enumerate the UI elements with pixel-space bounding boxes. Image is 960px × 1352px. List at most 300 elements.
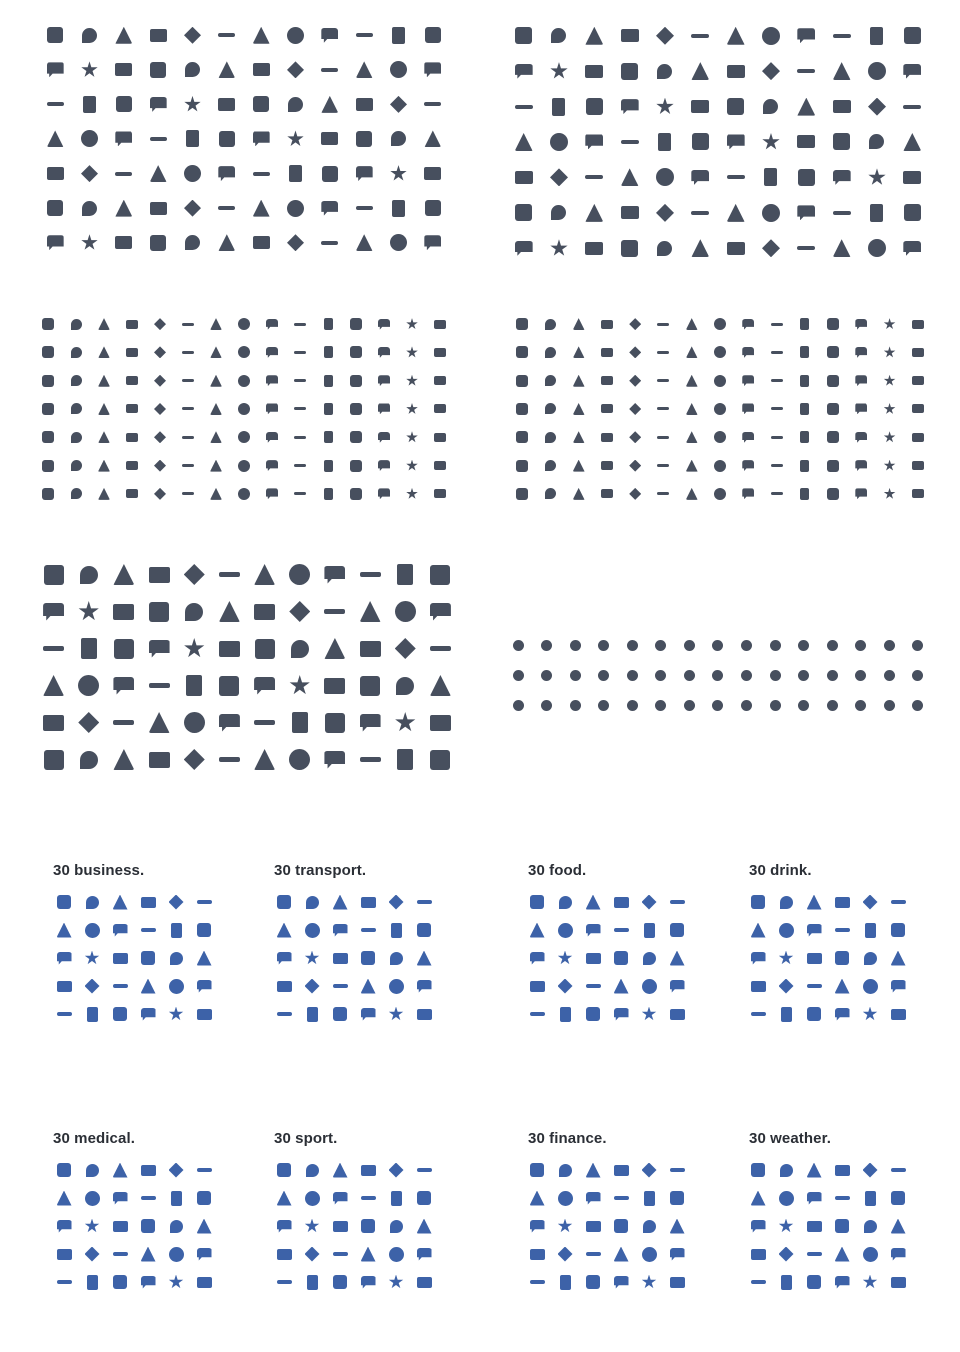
- ui-glyphs-small-b-icon: [847, 367, 875, 395]
- ui-commerce-icon: [577, 195, 612, 230]
- ui-basic-icon: [141, 122, 175, 157]
- food-icon: [663, 1000, 691, 1028]
- transport-icon: [410, 1000, 438, 1028]
- ui-glyphs-small-a-icon: [370, 480, 398, 508]
- brands-large-icon: [71, 667, 106, 704]
- ui-glyphs-small-a-icon: [398, 367, 426, 395]
- ui-basic-icon: [347, 87, 381, 122]
- ui-basic-icon: [107, 122, 141, 157]
- finance-icon: [579, 1156, 607, 1184]
- category-label-sport: 30 sport.: [274, 1130, 338, 1147]
- food-icon: [523, 888, 551, 916]
- ui-glyphs-small-a-icon: [230, 480, 258, 508]
- ui-glyphs-small-b-icon: [621, 310, 649, 338]
- ui-basic-icon: [175, 122, 209, 157]
- finance-icon: [663, 1268, 691, 1296]
- ui-commerce-icon: [895, 89, 930, 124]
- ui-glyphs-small-a-icon: [202, 451, 230, 479]
- ui-commerce-icon: [824, 231, 859, 266]
- ui-basic-icon: [347, 191, 381, 226]
- ui-glyphs-small-b-icon: [875, 451, 903, 479]
- ui-basic-icon: [244, 18, 278, 53]
- social-circles-icon: [675, 660, 704, 690]
- drink-icon: [772, 888, 800, 916]
- ui-glyphs-small-b-icon: [875, 310, 903, 338]
- ui-glyphs-small-a-icon: [90, 480, 118, 508]
- social-circles-icon: [789, 660, 818, 690]
- ui-basic-icon: [72, 122, 106, 157]
- ui-glyphs-small-a-icon: [174, 480, 202, 508]
- social-circles-icon: [818, 630, 847, 660]
- drink-icon: [828, 944, 856, 972]
- ui-commerce-icon: [824, 18, 859, 53]
- icon-grid-ui-commerce: [506, 18, 930, 266]
- brands-large-icon: [423, 741, 458, 778]
- brands-large-icon: [71, 741, 106, 778]
- ui-basic-icon: [38, 53, 72, 88]
- ui-glyphs-small-b-icon: [875, 395, 903, 423]
- ui-glyphs-small-a-icon: [146, 310, 174, 338]
- ui-glyphs-small-b-icon: [847, 423, 875, 451]
- food-icon: [635, 888, 663, 916]
- ui-glyphs-small-b-icon: [819, 338, 847, 366]
- social-circles-icon: [590, 630, 619, 660]
- ui-commerce-icon: [859, 18, 894, 53]
- finance-icon: [523, 1212, 551, 1240]
- ui-commerce-icon: [824, 195, 859, 230]
- ui-basic-icon: [107, 225, 141, 260]
- weather-icon: [828, 1240, 856, 1268]
- finance-icon: [579, 1184, 607, 1212]
- ui-commerce-icon: [753, 53, 788, 88]
- ui-glyphs-small-b-icon: [649, 395, 677, 423]
- finance-icon: [607, 1212, 635, 1240]
- ui-glyphs-small-a-icon: [426, 480, 454, 508]
- medical-icon: [134, 1184, 162, 1212]
- sport-icon: [298, 1184, 326, 1212]
- brands-large-icon: [142, 556, 177, 593]
- ui-glyphs-small-b-icon: [706, 310, 734, 338]
- ui-commerce-icon: [753, 124, 788, 159]
- ui-glyphs-small-b-icon: [875, 367, 903, 395]
- ui-basic-icon: [278, 191, 312, 226]
- medical-icon: [106, 1240, 134, 1268]
- brands-large-icon: [106, 667, 141, 704]
- ui-glyphs-small-b-icon: [536, 451, 564, 479]
- social-circles-icon: [561, 660, 590, 690]
- ui-glyphs-small-b-icon: [706, 451, 734, 479]
- brands-large-icon: [282, 741, 317, 778]
- medical-icon: [50, 1268, 78, 1296]
- ui-commerce-icon: [647, 53, 682, 88]
- medical-icon: [190, 1212, 218, 1240]
- ui-glyphs-small-b-icon: [649, 451, 677, 479]
- sport-icon: [382, 1268, 410, 1296]
- ui-commerce-icon: [541, 231, 576, 266]
- ui-glyphs-small-a-icon: [426, 338, 454, 366]
- brands-large-icon: [388, 667, 423, 704]
- transport-icon: [354, 972, 382, 1000]
- ui-commerce-icon: [859, 195, 894, 230]
- medical-icon: [106, 1268, 134, 1296]
- ui-glyphs-small-b-icon: [536, 395, 564, 423]
- sport-icon: [270, 1268, 298, 1296]
- social-circles-icon: [846, 660, 875, 690]
- ui-basic-icon: [38, 18, 72, 53]
- business-icon: [50, 916, 78, 944]
- medical-icon: [134, 1156, 162, 1184]
- ui-glyphs-small-b-icon: [734, 310, 762, 338]
- ui-basic-icon: [210, 191, 244, 226]
- ui-basic-icon: [416, 122, 450, 157]
- ui-glyphs-small-b-icon: [847, 451, 875, 479]
- ui-basic-icon: [175, 156, 209, 191]
- brands-large-icon: [423, 704, 458, 741]
- weather-icon: [856, 1156, 884, 1184]
- drink-icon: [744, 888, 772, 916]
- ui-glyphs-small-b-icon: [904, 451, 932, 479]
- transport-icon: [298, 972, 326, 1000]
- ui-glyphs-small-b-icon: [819, 395, 847, 423]
- food-icon: [523, 944, 551, 972]
- business-icon: [106, 916, 134, 944]
- finance-icon: [607, 1268, 635, 1296]
- ui-glyphs-small-a-icon: [118, 451, 146, 479]
- ui-basic-icon: [210, 225, 244, 260]
- ui-glyphs-small-a-icon: [370, 451, 398, 479]
- ui-glyphs-small-b-icon: [875, 480, 903, 508]
- sport-icon: [326, 1240, 354, 1268]
- business-icon: [78, 1000, 106, 1028]
- ui-commerce-icon: [718, 124, 753, 159]
- ui-basic-icon: [381, 53, 415, 88]
- brands-large-icon: [71, 556, 106, 593]
- finance-icon: [523, 1156, 551, 1184]
- transport-icon: [326, 944, 354, 972]
- ui-glyphs-small-b-icon: [565, 310, 593, 338]
- ui-basic-icon: [244, 53, 278, 88]
- ui-commerce-icon: [789, 160, 824, 195]
- ui-commerce-icon: [789, 231, 824, 266]
- social-circles-icon: [533, 660, 562, 690]
- ui-basic-icon: [278, 53, 312, 88]
- brands-large-icon: [71, 630, 106, 667]
- sport-icon: [382, 1184, 410, 1212]
- medical-icon: [78, 1184, 106, 1212]
- brands-large-icon: [212, 630, 247, 667]
- ui-basic-icon: [278, 156, 312, 191]
- ui-commerce-icon: [577, 89, 612, 124]
- ui-glyphs-small-b-icon: [508, 423, 536, 451]
- ui-glyphs-small-a-icon: [146, 338, 174, 366]
- ui-commerce-icon: [895, 53, 930, 88]
- transport-icon: [298, 1000, 326, 1028]
- icon-grid-medical: [50, 1156, 218, 1296]
- icon-grid-ui-glyphs-small-a: [34, 310, 454, 508]
- social-circles-icon: [846, 690, 875, 720]
- sport-icon: [354, 1184, 382, 1212]
- ui-glyphs-small-a-icon: [426, 310, 454, 338]
- ui-glyphs-small-b-icon: [762, 367, 790, 395]
- ui-commerce-icon: [683, 231, 718, 266]
- medical-icon: [50, 1240, 78, 1268]
- ui-commerce-icon: [789, 18, 824, 53]
- social-circles-icon: [761, 690, 790, 720]
- food-icon: [607, 1000, 635, 1028]
- food-icon: [635, 972, 663, 1000]
- ui-glyphs-small-b-icon: [847, 310, 875, 338]
- weather-icon: [884, 1156, 912, 1184]
- ui-glyphs-small-a-icon: [342, 338, 370, 366]
- ui-glyphs-small-a-icon: [314, 395, 342, 423]
- ui-basic-icon: [141, 53, 175, 88]
- drink-icon: [800, 972, 828, 1000]
- ui-glyphs-small-a-icon: [286, 310, 314, 338]
- food-icon: [579, 1000, 607, 1028]
- transport-icon: [270, 1000, 298, 1028]
- medical-icon: [190, 1240, 218, 1268]
- finance-icon: [551, 1184, 579, 1212]
- medical-icon: [190, 1268, 218, 1296]
- brands-large-icon: [106, 630, 141, 667]
- ui-basic-icon: [347, 18, 381, 53]
- business-icon: [78, 944, 106, 972]
- ui-glyphs-small-b-icon: [678, 451, 706, 479]
- brands-large-icon: [282, 556, 317, 593]
- ui-glyphs-small-a-icon: [90, 423, 118, 451]
- food-icon: [607, 944, 635, 972]
- drink-icon: [828, 1000, 856, 1028]
- ui-glyphs-small-b-icon: [508, 395, 536, 423]
- weather-icon: [772, 1240, 800, 1268]
- brands-large-icon: [36, 593, 71, 630]
- brands-large-icon: [36, 630, 71, 667]
- weather-icon: [800, 1268, 828, 1296]
- transport-icon: [326, 1000, 354, 1028]
- ui-glyphs-small-a-icon: [230, 310, 258, 338]
- ui-commerce-icon: [577, 231, 612, 266]
- ui-basic-icon: [416, 87, 450, 122]
- icon-grid-transport: [270, 888, 438, 1028]
- drink-icon: [856, 916, 884, 944]
- ui-glyphs-small-b-icon: [706, 338, 734, 366]
- ui-glyphs-small-b-icon: [791, 451, 819, 479]
- brands-large-icon: [247, 667, 282, 704]
- sport-icon: [410, 1156, 438, 1184]
- ui-basic-icon: [107, 87, 141, 122]
- brands-large-icon: [106, 704, 141, 741]
- ui-glyphs-small-b-icon: [565, 395, 593, 423]
- business-icon: [50, 944, 78, 972]
- brands-large-icon: [71, 704, 106, 741]
- business-icon: [50, 1000, 78, 1028]
- medical-icon: [50, 1156, 78, 1184]
- ui-glyphs-small-b-icon: [678, 367, 706, 395]
- transport-icon: [354, 888, 382, 916]
- drink-icon: [772, 944, 800, 972]
- weather-icon: [800, 1156, 828, 1184]
- social-circles-icon: [789, 690, 818, 720]
- food-icon: [635, 916, 663, 944]
- ui-glyphs-small-a-icon: [398, 338, 426, 366]
- transport-icon: [270, 972, 298, 1000]
- ui-basic-icon: [278, 225, 312, 260]
- brands-large-icon: [247, 556, 282, 593]
- weather-icon: [828, 1268, 856, 1296]
- drink-icon: [884, 916, 912, 944]
- ui-glyphs-small-b-icon: [734, 423, 762, 451]
- finance-icon: [663, 1156, 691, 1184]
- ui-glyphs-small-b-icon: [847, 338, 875, 366]
- ui-basic-icon: [278, 18, 312, 53]
- medical-icon: [162, 1268, 190, 1296]
- ui-glyphs-small-a-icon: [398, 480, 426, 508]
- ui-commerce-icon: [541, 124, 576, 159]
- ui-glyphs-small-b-icon: [536, 310, 564, 338]
- sport-icon: [270, 1240, 298, 1268]
- transport-icon: [410, 972, 438, 1000]
- finance-icon: [523, 1184, 551, 1212]
- ui-commerce-icon: [506, 231, 541, 266]
- drink-icon: [828, 916, 856, 944]
- ui-glyphs-small-a-icon: [258, 423, 286, 451]
- sport-icon: [410, 1212, 438, 1240]
- social-circles-icon: [704, 630, 733, 660]
- transport-icon: [270, 916, 298, 944]
- weather-icon: [772, 1268, 800, 1296]
- icon-grid-business: [50, 888, 218, 1028]
- ui-basic-icon: [72, 225, 106, 260]
- ui-glyphs-small-a-icon: [342, 367, 370, 395]
- transport-icon: [382, 888, 410, 916]
- ui-basic-icon: [381, 122, 415, 157]
- food-icon: [579, 888, 607, 916]
- finance-icon: [551, 1212, 579, 1240]
- ui-glyphs-small-b-icon: [791, 395, 819, 423]
- ui-glyphs-small-a-icon: [286, 480, 314, 508]
- brands-large-icon: [317, 556, 352, 593]
- brands-large-icon: [423, 593, 458, 630]
- ui-glyphs-small-b-icon: [593, 395, 621, 423]
- food-icon: [663, 944, 691, 972]
- medical-icon: [106, 1212, 134, 1240]
- brands-large-icon: [388, 630, 423, 667]
- ui-glyphs-small-a-icon: [34, 338, 62, 366]
- ui-glyphs-small-a-icon: [230, 338, 258, 366]
- ui-basic-icon: [416, 53, 450, 88]
- ui-glyphs-small-a-icon: [146, 395, 174, 423]
- finance-icon: [551, 1240, 579, 1268]
- ui-basic-icon: [210, 156, 244, 191]
- category-label-drink: 30 drink.: [749, 862, 812, 879]
- brands-large-icon: [177, 630, 212, 667]
- ui-commerce-icon: [506, 160, 541, 195]
- medical-icon: [162, 1212, 190, 1240]
- drink-icon: [800, 916, 828, 944]
- sport-icon: [382, 1240, 410, 1268]
- ui-basic-icon: [175, 53, 209, 88]
- brands-large-icon: [388, 593, 423, 630]
- food-icon: [663, 888, 691, 916]
- ui-commerce-icon: [577, 53, 612, 88]
- ui-glyphs-small-b-icon: [904, 480, 932, 508]
- brands-large-icon: [353, 704, 388, 741]
- weather-icon: [772, 1156, 800, 1184]
- transport-icon: [410, 944, 438, 972]
- sport-icon: [270, 1212, 298, 1240]
- ui-glyphs-small-a-icon: [258, 338, 286, 366]
- food-icon: [607, 972, 635, 1000]
- ui-commerce-icon: [612, 18, 647, 53]
- food-icon: [635, 1000, 663, 1028]
- ui-glyphs-small-b-icon: [706, 395, 734, 423]
- medical-icon: [162, 1184, 190, 1212]
- ui-glyphs-small-a-icon: [62, 338, 90, 366]
- transport-icon: [326, 916, 354, 944]
- ui-commerce-icon: [718, 89, 753, 124]
- ui-glyphs-small-a-icon: [34, 480, 62, 508]
- finance-icon: [607, 1184, 635, 1212]
- ui-basic-icon: [416, 225, 450, 260]
- ui-commerce-icon: [612, 53, 647, 88]
- icon-grid-ui-glyphs-small-b: [508, 310, 932, 508]
- weather-icon: [744, 1156, 772, 1184]
- social-circles-icon: [590, 660, 619, 690]
- sport-icon: [298, 1156, 326, 1184]
- ui-glyphs-small-b-icon: [819, 451, 847, 479]
- drink-icon: [772, 916, 800, 944]
- social-circles-icon: [761, 660, 790, 690]
- ui-glyphs-small-a-icon: [174, 451, 202, 479]
- transport-icon: [382, 916, 410, 944]
- brands-large-icon: [177, 556, 212, 593]
- social-circles-icon: [618, 630, 647, 660]
- ui-glyphs-small-a-icon: [174, 310, 202, 338]
- ui-glyphs-small-b-icon: [819, 480, 847, 508]
- business-icon: [190, 888, 218, 916]
- food-icon: [551, 916, 579, 944]
- ui-commerce-icon: [541, 195, 576, 230]
- ui-glyphs-small-a-icon: [146, 367, 174, 395]
- category-label-food: 30 food.: [528, 862, 587, 879]
- ui-glyphs-small-b-icon: [593, 310, 621, 338]
- ui-glyphs-small-b-icon: [508, 451, 536, 479]
- finance-icon: [635, 1240, 663, 1268]
- weather-icon: [856, 1212, 884, 1240]
- food-icon: [523, 972, 551, 1000]
- brands-large-icon: [317, 630, 352, 667]
- transport-icon: [354, 1000, 382, 1028]
- ui-basic-icon: [278, 122, 312, 157]
- ui-glyphs-small-a-icon: [202, 395, 230, 423]
- social-circles-icon: [704, 690, 733, 720]
- ui-glyphs-small-a-icon: [174, 338, 202, 366]
- sport-icon: [410, 1240, 438, 1268]
- ui-glyphs-small-a-icon: [258, 480, 286, 508]
- social-circles-icon: [647, 660, 676, 690]
- sport-icon: [354, 1212, 382, 1240]
- sport-icon: [270, 1156, 298, 1184]
- ui-glyphs-small-a-icon: [34, 423, 62, 451]
- ui-glyphs-small-a-icon: [202, 423, 230, 451]
- ui-glyphs-small-a-icon: [202, 338, 230, 366]
- weather-icon: [744, 1268, 772, 1296]
- brands-large-icon: [282, 667, 317, 704]
- finance-icon: [579, 1240, 607, 1268]
- ui-glyphs-small-b-icon: [508, 310, 536, 338]
- drink-icon: [744, 972, 772, 1000]
- brands-large-icon: [353, 667, 388, 704]
